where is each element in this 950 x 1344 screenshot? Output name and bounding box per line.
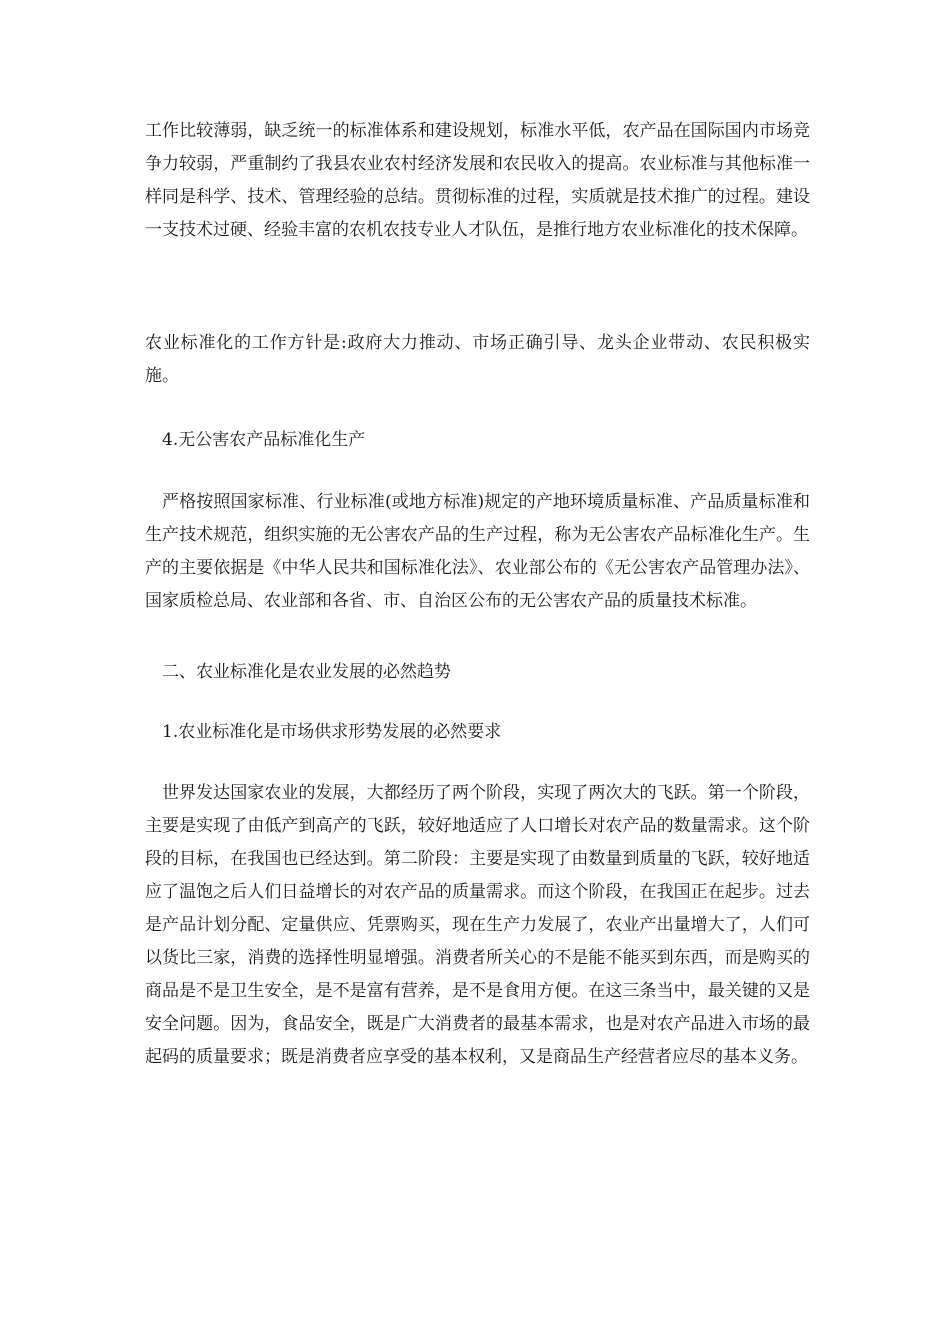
section-heading-inevitable-trend: 二、农业标准化是农业发展的必然趋势 bbox=[162, 662, 451, 682]
paragraph-pollution-free-production: 严格按照国家标准、行业标准(或地方标准)规定的产地环境质量标准、产品质量标准和生产技术规范，组织实施的无公害农产品的生产过程，称为无公害农产品标准化生产。生产的主要依据是《中华人民共和国标准化法》、农业部公布的《无公害农产品管理办法》、国家质检总局、农业部和各省、市、自治区公布的无公害农产品的质量技术标准。 bbox=[145, 492, 810, 611]
section-heading-pollution-free: 4.无公害农产品标准化生产 bbox=[162, 430, 366, 450]
paragraph-work-policy: 农业标准化的工作方针是:政府大力推动、市场正确引导、龙头企业带动、农民积极实施。 bbox=[145, 333, 810, 386]
paragraph-developed-countries: 世界发达国家农业的发展，大都经历了两个阶段，实现了两次大的飞跃。第一个阶段，主要是实现了由低产到高产的飞跃，较好地适应了人口增长对农产品的数量需求。这个阶段的目标，在我国也已经达到。第二阶段：主要是实现了由数量到质量的飞跃，较好地适应了温饱之后人们日益增长的对农产品的质量需求。而这个阶段，在我国正在起步。过去是产品计划分配、定量供应、凭票购买，现在生产力发展了，农业产出量增大了，人们可以货比三家，消费的选择性明显增强。消费者所关心的不是能不能买到东西，而是购买的商品是不是卫生安全，是不是富有营养，是不是食用方便。在这三条当中，最关键的又是安全问题。因为，食品安全，既是广大消费者的最基本需求，也是对农产品进入市场的最起码的质量要求；既是消费者应享受的基本权利，又是商品生产经营者应尽的基本义务。 bbox=[145, 783, 810, 1067]
paragraph-standards-weakness: 工作比较薄弱，缺乏统一的标准体系和建设规划，标准水平低，农产品在国际国内市场竞争力较弱，严重制约了我县农业农村经济发展和农民收入的提高。农业标准与其他标准一样同是科学、技术、管理经验的总结。贯彻标准的过程，实质就是技术推广的过程。建设一支技术过硬、经验丰富的农机农技专业人才队伍，是推行地方农业标准化的技术保障。 bbox=[145, 121, 810, 240]
subsection-heading-market-demand: 1.农业标准化是市场供求形势发展的必然要求 bbox=[162, 722, 502, 742]
